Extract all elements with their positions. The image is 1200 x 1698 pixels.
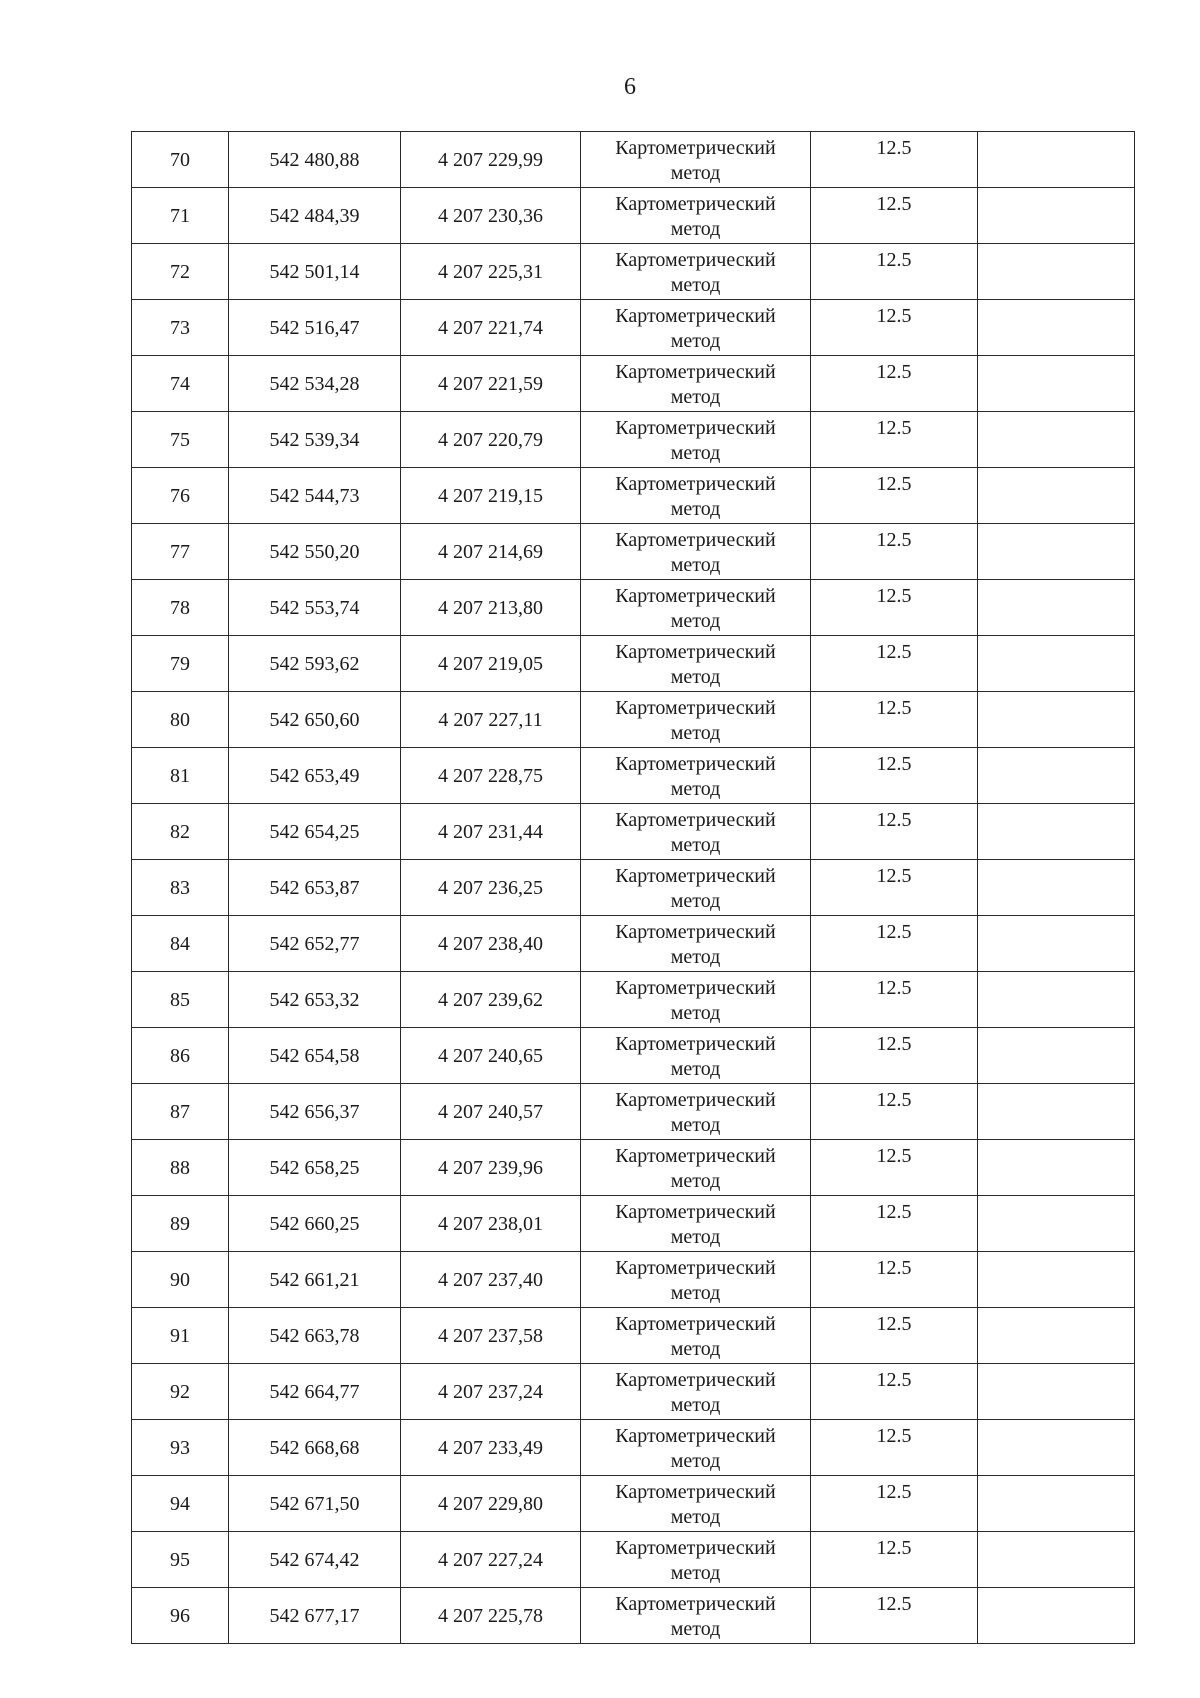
method-line-2: метод: [670, 1506, 721, 1528]
method-line-2: метод: [670, 1562, 721, 1584]
table-row: [132, 244, 1135, 300]
y-coordinate-cell: 4 207 227,24: [401, 1532, 581, 1588]
method-cell: [581, 1196, 811, 1252]
point-number-cell: 76: [132, 468, 229, 524]
method-cell: [581, 300, 811, 356]
point-number-cell: 85: [132, 972, 229, 1028]
table-row: [132, 524, 1135, 580]
x-coordinate-cell: 542 671,50: [229, 1476, 401, 1532]
method-cell: [581, 412, 811, 468]
point-number-cell: 84: [132, 916, 229, 972]
page-number: 6: [624, 74, 636, 100]
x-coordinate-cell: 542 652,77: [229, 916, 401, 972]
table-row: [132, 860, 1135, 916]
point-number-cell: 75: [132, 412, 229, 468]
method-line-2: метод: [670, 946, 721, 968]
accuracy-cell: 12.5: [811, 244, 978, 300]
method-line-1: Картометрический: [615, 1369, 776, 1391]
method-cell: [581, 1252, 811, 1308]
method-cell: [581, 524, 811, 580]
accuracy-cell: 12.5: [811, 748, 978, 804]
accuracy-cell: 12.5: [811, 1420, 978, 1476]
note-cell: [978, 132, 1135, 188]
method-cell: [581, 1588, 811, 1644]
y-coordinate-cell: 4 207 238,01: [401, 1196, 581, 1252]
x-coordinate-cell: 542 653,49: [229, 748, 401, 804]
method-line-1: Картометрический: [615, 865, 776, 887]
method-line-1: Картометрический: [615, 1033, 776, 1055]
accuracy-cell: 12.5: [811, 1084, 978, 1140]
point-number-cell: 87: [132, 1084, 229, 1140]
accuracy-cell: 12.5: [811, 1588, 978, 1644]
method-line-2: метод: [670, 1170, 721, 1192]
y-coordinate-cell: 4 207 233,49: [401, 1420, 581, 1476]
method-line-2: метод: [670, 1618, 721, 1640]
x-coordinate-cell: 542 661,21: [229, 1252, 401, 1308]
table-row: [132, 916, 1135, 972]
x-coordinate-cell: 542 663,78: [229, 1308, 401, 1364]
note-cell: [978, 412, 1135, 468]
accuracy-cell: 12.5: [811, 1140, 978, 1196]
x-coordinate-cell: 542 674,42: [229, 1532, 401, 1588]
point-number-cell: 73: [132, 300, 229, 356]
y-coordinate-cell: 4 207 225,31: [401, 244, 581, 300]
method-cell: [581, 188, 811, 244]
method-cell: [581, 1028, 811, 1084]
method-cell: [581, 692, 811, 748]
point-number-cell: 82: [132, 804, 229, 860]
note-cell: [978, 524, 1135, 580]
y-coordinate-cell: 4 207 228,75: [401, 748, 581, 804]
method-line-1: Картометрический: [615, 1425, 776, 1447]
note-cell: [978, 804, 1135, 860]
note-cell: [978, 1308, 1135, 1364]
method-line-2: метод: [670, 218, 721, 240]
method-line-2: метод: [670, 1394, 721, 1416]
accuracy-cell: 12.5: [811, 692, 978, 748]
accuracy-cell: 12.5: [811, 132, 978, 188]
method-line-2: метод: [670, 498, 721, 520]
table-row: [132, 692, 1135, 748]
method-cell: [581, 748, 811, 804]
method-cell: [581, 132, 811, 188]
method-line-1: Картометрический: [615, 249, 776, 271]
coordinates-table: [131, 131, 1135, 1644]
note-cell: [978, 1364, 1135, 1420]
accuracy-cell: 12.5: [811, 1532, 978, 1588]
note-cell: [978, 860, 1135, 916]
note-cell: [978, 692, 1135, 748]
table-row: [132, 1588, 1135, 1644]
method-line-2: метод: [670, 330, 721, 352]
y-coordinate-cell: 4 207 237,58: [401, 1308, 581, 1364]
y-coordinate-cell: 4 207 239,62: [401, 972, 581, 1028]
y-coordinate-cell: 4 207 219,15: [401, 468, 581, 524]
method-cell: [581, 972, 811, 1028]
y-coordinate-cell: 4 207 229,99: [401, 132, 581, 188]
y-coordinate-cell: 4 207 237,24: [401, 1364, 581, 1420]
accuracy-cell: 12.5: [811, 580, 978, 636]
accuracy-cell: 12.5: [811, 1196, 978, 1252]
table-row: [132, 1084, 1135, 1140]
table-row: [132, 1364, 1135, 1420]
point-number-cell: 77: [132, 524, 229, 580]
method-line-1: Картометрический: [615, 977, 776, 999]
accuracy-cell: 12.5: [811, 524, 978, 580]
accuracy-cell: 12.5: [811, 972, 978, 1028]
method-line-1: Картометрический: [615, 1593, 776, 1615]
method-line-2: метод: [670, 1002, 721, 1024]
table-row: [132, 1252, 1135, 1308]
method-line-1: Картометрический: [615, 193, 776, 215]
note-cell: [978, 1588, 1135, 1644]
y-coordinate-cell: 4 207 236,25: [401, 860, 581, 916]
note-cell: [978, 1140, 1135, 1196]
method-line-1: Картометрический: [615, 921, 776, 943]
table-row: [132, 1420, 1135, 1476]
method-line-1: Картометрический: [615, 361, 776, 383]
method-line-2: метод: [670, 610, 721, 632]
method-line-2: метод: [670, 442, 721, 464]
method-line-2: метод: [670, 274, 721, 296]
x-coordinate-cell: 542 544,73: [229, 468, 401, 524]
point-number-cell: 95: [132, 1532, 229, 1588]
method-line-2: метод: [670, 1058, 721, 1080]
method-cell: [581, 1420, 811, 1476]
table-row: [132, 636, 1135, 692]
table-row: [132, 1140, 1135, 1196]
note-cell: [978, 580, 1135, 636]
x-coordinate-cell: 542 660,25: [229, 1196, 401, 1252]
point-number-cell: 78: [132, 580, 229, 636]
x-coordinate-cell: 542 501,14: [229, 244, 401, 300]
accuracy-cell: 12.5: [811, 1364, 978, 1420]
y-coordinate-cell: 4 207 225,78: [401, 1588, 581, 1644]
y-coordinate-cell: 4 207 240,65: [401, 1028, 581, 1084]
point-number-cell: 89: [132, 1196, 229, 1252]
table-row: [132, 468, 1135, 524]
note-cell: [978, 748, 1135, 804]
accuracy-cell: 12.5: [811, 1252, 978, 1308]
accuracy-cell: 12.5: [811, 300, 978, 356]
table-row: [132, 300, 1135, 356]
method-line-1: Картометрический: [615, 753, 776, 775]
note-cell: [978, 1196, 1135, 1252]
y-coordinate-cell: 4 207 214,69: [401, 524, 581, 580]
table-row: [132, 1308, 1135, 1364]
method-line-2: метод: [670, 554, 721, 576]
accuracy-cell: 12.5: [811, 356, 978, 412]
accuracy-cell: 12.5: [811, 860, 978, 916]
method-line-2: метод: [670, 778, 721, 800]
method-line-1: Картометрический: [615, 1313, 776, 1335]
method-cell: [581, 636, 811, 692]
accuracy-cell: 12.5: [811, 1028, 978, 1084]
table-row: [132, 972, 1135, 1028]
method-line-1: Картометрический: [615, 697, 776, 719]
y-coordinate-cell: 4 207 213,80: [401, 580, 581, 636]
x-coordinate-cell: 542 653,87: [229, 860, 401, 916]
x-coordinate-cell: 542 534,28: [229, 356, 401, 412]
y-coordinate-cell: 4 207 231,44: [401, 804, 581, 860]
method-line-2: метод: [670, 1338, 721, 1360]
table-row: [132, 1532, 1135, 1588]
point-number-cell: 88: [132, 1140, 229, 1196]
x-coordinate-cell: 542 593,62: [229, 636, 401, 692]
point-number-cell: 91: [132, 1308, 229, 1364]
note-cell: [978, 1028, 1135, 1084]
method-line-1: Картометрический: [615, 137, 776, 159]
method-line-1: Картометрический: [615, 1537, 776, 1559]
y-coordinate-cell: 4 207 221,59: [401, 356, 581, 412]
table-row: [132, 356, 1135, 412]
point-number-cell: 74: [132, 356, 229, 412]
method-cell: [581, 244, 811, 300]
note-cell: [978, 244, 1135, 300]
table-row: [132, 1028, 1135, 1084]
method-line-2: метод: [670, 162, 721, 184]
note-cell: [978, 300, 1135, 356]
note-cell: [978, 356, 1135, 412]
accuracy-cell: 12.5: [811, 188, 978, 244]
point-number-cell: 80: [132, 692, 229, 748]
x-coordinate-cell: 542 654,25: [229, 804, 401, 860]
note-cell: [978, 188, 1135, 244]
x-coordinate-cell: 542 484,39: [229, 188, 401, 244]
method-line-2: метод: [670, 1450, 721, 1472]
table-row: [132, 132, 1135, 188]
accuracy-cell: 12.5: [811, 916, 978, 972]
method-line-1: Картометрический: [615, 1481, 776, 1503]
note-cell: [978, 972, 1135, 1028]
method-line-2: метод: [670, 834, 721, 856]
point-number-cell: 86: [132, 1028, 229, 1084]
point-number-cell: 70: [132, 132, 229, 188]
method-cell: [581, 1308, 811, 1364]
method-line-1: Картометрический: [615, 809, 776, 831]
note-cell: [978, 1420, 1135, 1476]
y-coordinate-cell: 4 207 239,96: [401, 1140, 581, 1196]
point-number-cell: 72: [132, 244, 229, 300]
y-coordinate-cell: 4 207 240,57: [401, 1084, 581, 1140]
table-row: [132, 412, 1135, 468]
note-cell: [978, 468, 1135, 524]
y-coordinate-cell: 4 207 220,79: [401, 412, 581, 468]
method-line-1: Картометрический: [615, 641, 776, 663]
method-line-1: Картометрический: [615, 473, 776, 495]
method-cell: [581, 916, 811, 972]
method-line-1: Картометрический: [615, 1201, 776, 1223]
method-line-2: метод: [670, 1226, 721, 1248]
method-line-1: Картометрический: [615, 305, 776, 327]
accuracy-cell: 12.5: [811, 412, 978, 468]
x-coordinate-cell: 542 550,20: [229, 524, 401, 580]
note-cell: [978, 916, 1135, 972]
method-line-1: Картометрический: [615, 417, 776, 439]
method-cell: [581, 468, 811, 524]
table-row: [132, 1196, 1135, 1252]
x-coordinate-cell: 542 654,58: [229, 1028, 401, 1084]
method-cell: [581, 580, 811, 636]
point-number-cell: 83: [132, 860, 229, 916]
method-line-2: метод: [670, 722, 721, 744]
y-coordinate-cell: 4 207 230,36: [401, 188, 581, 244]
point-number-cell: 94: [132, 1476, 229, 1532]
coordinates-table-body: [132, 132, 1135, 1644]
method-line-1: Картометрический: [615, 1257, 776, 1279]
y-coordinate-cell: 4 207 238,40: [401, 916, 581, 972]
method-line-2: метод: [670, 666, 721, 688]
method-cell: [581, 356, 811, 412]
method-line-1: Картометрический: [615, 1089, 776, 1111]
point-number-cell: 96: [132, 1588, 229, 1644]
x-coordinate-cell: 542 539,34: [229, 412, 401, 468]
method-line-2: метод: [670, 1114, 721, 1136]
x-coordinate-cell: 542 653,32: [229, 972, 401, 1028]
method-cell: [581, 1140, 811, 1196]
point-number-cell: 81: [132, 748, 229, 804]
x-coordinate-cell: 542 658,25: [229, 1140, 401, 1196]
method-line-2: метод: [670, 386, 721, 408]
point-number-cell: 93: [132, 1420, 229, 1476]
method-cell: [581, 1084, 811, 1140]
note-cell: [978, 1084, 1135, 1140]
table-row: [132, 1476, 1135, 1532]
method-line-1: Картометрический: [615, 585, 776, 607]
method-line-1: Картометрический: [615, 529, 776, 551]
note-cell: [978, 1252, 1135, 1308]
method-line-2: метод: [670, 890, 721, 912]
x-coordinate-cell: 542 664,77: [229, 1364, 401, 1420]
method-cell: [581, 1476, 811, 1532]
point-number-cell: 79: [132, 636, 229, 692]
x-coordinate-cell: 542 480,88: [229, 132, 401, 188]
table-row: [132, 188, 1135, 244]
note-cell: [978, 1476, 1135, 1532]
x-coordinate-cell: 542 668,68: [229, 1420, 401, 1476]
point-number-cell: 71: [132, 188, 229, 244]
y-coordinate-cell: 4 207 237,40: [401, 1252, 581, 1308]
point-number-cell: 92: [132, 1364, 229, 1420]
accuracy-cell: 12.5: [811, 1308, 978, 1364]
table-row: [132, 804, 1135, 860]
note-cell: [978, 1532, 1135, 1588]
method-cell: [581, 1532, 811, 1588]
x-coordinate-cell: 542 677,17: [229, 1588, 401, 1644]
method-line-1: Картометрический: [615, 1145, 776, 1167]
x-coordinate-cell: 542 516,47: [229, 300, 401, 356]
accuracy-cell: 12.5: [811, 468, 978, 524]
accuracy-cell: 12.5: [811, 804, 978, 860]
note-cell: [978, 636, 1135, 692]
table-row: [132, 748, 1135, 804]
table-row: [132, 580, 1135, 636]
y-coordinate-cell: 4 207 227,11: [401, 692, 581, 748]
accuracy-cell: 12.5: [811, 636, 978, 692]
accuracy-cell: 12.5: [811, 1476, 978, 1532]
y-coordinate-cell: 4 207 221,74: [401, 300, 581, 356]
y-coordinate-cell: 4 207 219,05: [401, 636, 581, 692]
method-cell: [581, 804, 811, 860]
method-cell: [581, 1364, 811, 1420]
method-cell: [581, 860, 811, 916]
x-coordinate-cell: 542 553,74: [229, 580, 401, 636]
x-coordinate-cell: 542 656,37: [229, 1084, 401, 1140]
x-coordinate-cell: 542 650,60: [229, 692, 401, 748]
y-coordinate-cell: 4 207 229,80: [401, 1476, 581, 1532]
method-line-2: метод: [670, 1282, 721, 1304]
point-number-cell: 90: [132, 1252, 229, 1308]
